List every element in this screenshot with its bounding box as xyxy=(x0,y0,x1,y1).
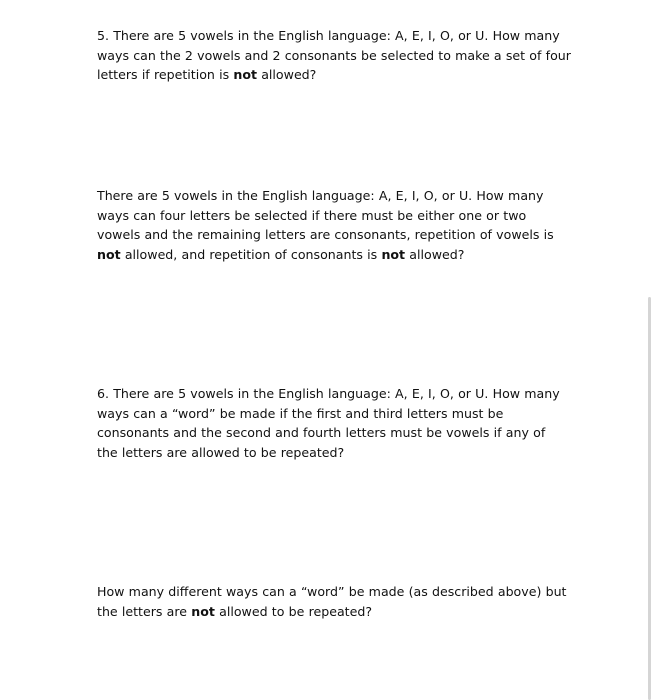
question-line xyxy=(97,384,569,404)
body-text: allowed, and repetition of consonants is xyxy=(120,246,382,262)
body-text: allowed to be repeated? xyxy=(214,603,373,619)
question-line xyxy=(97,245,569,265)
body-text: allowed? xyxy=(257,67,317,83)
body-text: 6. There are 5 vowels in the English language: A, E, I, O, or U. How many xyxy=(97,386,560,401)
emphasis-text: not xyxy=(191,603,215,619)
body-text: ways can four letters be selected if there must be either one or two xyxy=(97,207,527,223)
question-word-without-repetition xyxy=(97,582,569,621)
question-vowel-consonant-selection xyxy=(97,186,569,264)
question-line xyxy=(97,443,569,463)
body-text: ways can the 2 vowels and 2 consonants be selected to make a set of four xyxy=(97,47,571,63)
body-text: There are 5 vowels in the English language: A, E, I, O, or U. How many xyxy=(97,188,544,203)
question-line xyxy=(97,582,569,602)
question-line xyxy=(97,423,569,443)
question-line xyxy=(97,26,569,46)
body-text: the letters are xyxy=(97,603,192,619)
question-line xyxy=(97,206,569,226)
emphasis-text: not xyxy=(97,246,121,262)
body-text: ways can a “word” be made if the first and third letters must be xyxy=(97,405,504,421)
body-text: allowed? xyxy=(405,246,465,262)
question-line xyxy=(97,46,569,66)
question-line xyxy=(97,186,569,206)
question-line xyxy=(97,225,569,245)
emphasis-text: not xyxy=(233,67,258,83)
question-line xyxy=(97,602,569,622)
body-text: letters if repetition is xyxy=(97,67,234,83)
body-text: the letters are allowed to be repeated? xyxy=(97,444,345,460)
question-5-combination xyxy=(97,26,569,85)
question-line xyxy=(97,65,569,85)
body-text: consonants and the second and fourth letters must be vowels if any of xyxy=(97,425,546,441)
vertical-scrollbar[interactable] xyxy=(648,297,651,700)
body-text: How many different ways can a “word” be made (as described above) but xyxy=(97,584,567,599)
body-text: vowels and the remaining letters are consonants, repetition of vowels is xyxy=(97,227,554,243)
emphasis-text: not xyxy=(381,246,406,262)
body-text: 5. There are 5 vowels in the English language: A, E, I, O, or U. How many xyxy=(97,28,560,43)
question-6-word-with-repetition xyxy=(97,384,569,462)
question-line xyxy=(97,404,569,424)
